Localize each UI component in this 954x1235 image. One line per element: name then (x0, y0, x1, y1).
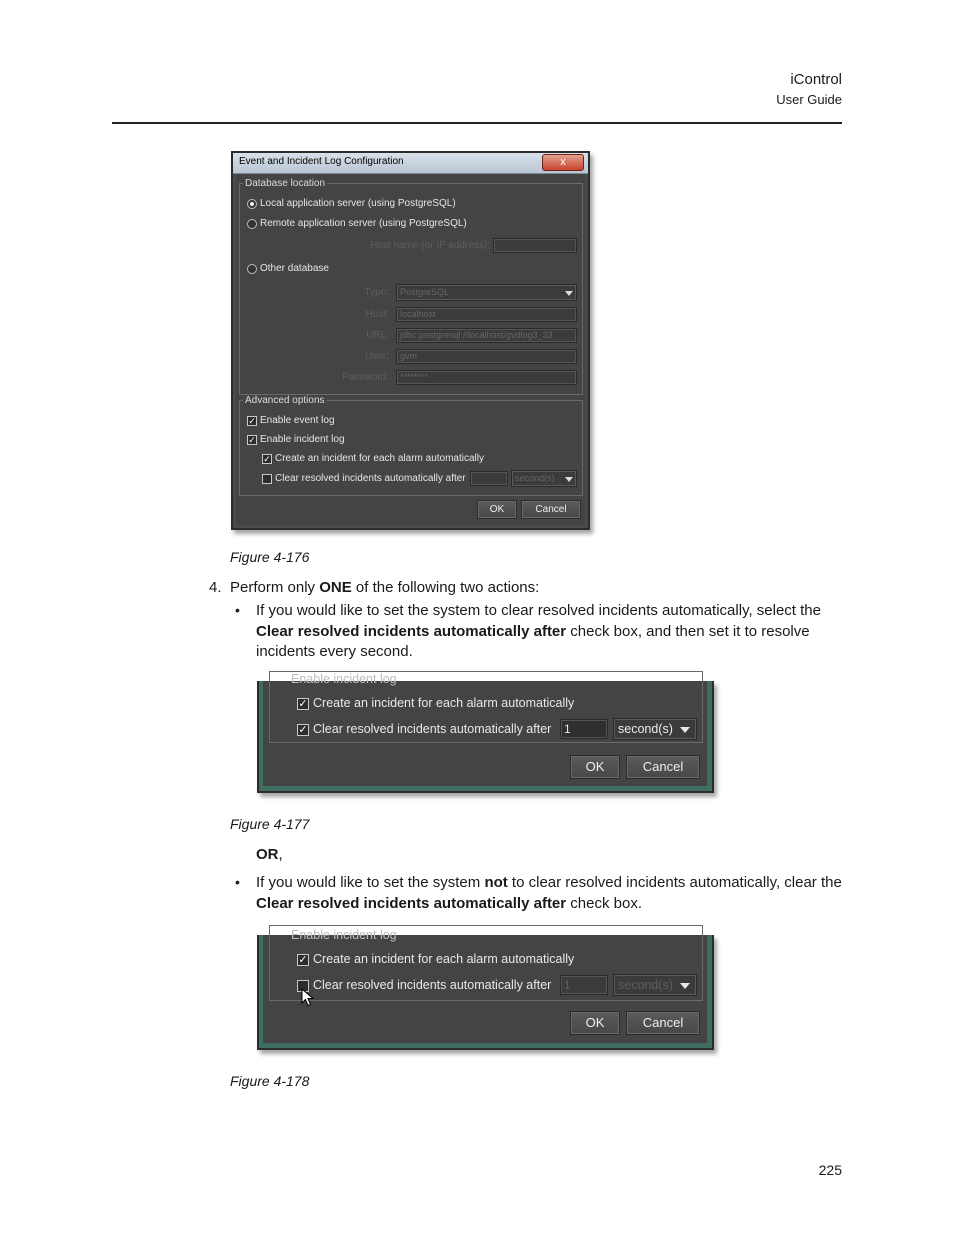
figure-177-dialog (257, 672, 714, 793)
dialog-body (236, 174, 585, 525)
bullet-1-text (256, 601, 842, 663)
type-select[interactable] (396, 284, 577, 301)
chevron-down-icon (565, 477, 573, 482)
bullet-2-text (256, 873, 842, 914)
close-icon[interactable]: x (542, 154, 584, 171)
database-location-title: Database location (245, 178, 326, 189)
user-label: User: (365, 351, 389, 362)
bullet-marker: • (235, 874, 240, 890)
dialog-body (263, 928, 707, 1043)
radio-other-database[interactable] (247, 264, 257, 274)
enable-incident-log-partial: Enable incident log (291, 672, 397, 686)
or-text (256, 845, 283, 866)
create-incident-checkbox[interactable]: ✓ (298, 954, 308, 966)
step-4-text (230, 578, 830, 599)
figure-178-caption: Figure 4-178 (230, 1073, 310, 1089)
enable-incident-log-partial: Enable incident log (291, 928, 397, 942)
bullet-1-bold: Clear resolved incidents automatically after (256, 622, 567, 640)
seconds-select[interactable] (613, 718, 697, 740)
interval-field[interactable]: 1 (560, 975, 608, 995)
header-product-name: iControl (790, 71, 842, 88)
create-incident-checkbox[interactable]: ✓ (263, 454, 271, 464)
seconds-select[interactable] (511, 470, 577, 487)
bullet-2-mid: to clear resolved incidents automatically, clear the (507, 874, 842, 891)
step-number: 4. (209, 579, 222, 596)
enable-event-log-label: Enable event log (260, 415, 335, 426)
radio-local-label: Local application server (using PostgreSQL) (260, 198, 456, 209)
create-incident-checkbox[interactable]: ✓ (298, 698, 308, 710)
clear-resolved-label: Clear resolved incidents automatically after (313, 978, 552, 992)
or-bold: OR (256, 846, 279, 863)
chevron-down-icon (565, 291, 573, 296)
bullet-2-pre: If you would like to set the system (256, 874, 485, 891)
interval-field[interactable]: 1 (560, 719, 608, 739)
radio-remote-server[interactable] (247, 219, 257, 229)
cancel-button[interactable]: Cancel (521, 500, 581, 519)
clear-resolved-label: Clear resolved incidents automatically after (275, 473, 466, 484)
bullet-1-pre: If you would like to set the system to clear resolved incidents automatically, select the (256, 602, 821, 619)
url-label: URL: (366, 330, 389, 341)
create-incident-label: Create an incident for each alarm automatically (313, 952, 575, 966)
password-field[interactable]: ******** (396, 370, 577, 385)
figure-177-caption: Figure 4-177 (230, 816, 310, 832)
seconds-value: second(s) (618, 978, 673, 992)
header-guide-name: User Guide (776, 92, 842, 107)
url-field[interactable]: jdbc:postgresql://localhost/gvdlog3_33 (396, 328, 577, 343)
type-label: Type: (364, 287, 389, 298)
or-comma: , (278, 846, 283, 863)
enable-incident-log-checkbox[interactable]: ✓ (248, 435, 256, 445)
interval-field[interactable] (470, 471, 508, 486)
ok-button[interactable]: OK (570, 1011, 620, 1035)
clear-resolved-checkbox[interactable]: ✓ (298, 724, 308, 736)
bullet-2-bold: Clear resolved incidents automatically after (256, 894, 567, 912)
header-divider (112, 122, 842, 124)
cancel-button[interactable]: Cancel (626, 1011, 700, 1035)
host-label: Host: (365, 309, 389, 320)
radio-remote-label: Remote application server (using PostgreSQL) (260, 218, 467, 229)
radio-local-server[interactable] (247, 199, 257, 209)
seconds-select[interactable] (613, 974, 697, 996)
seconds-value: second(s) (515, 473, 555, 483)
dialog-body (263, 672, 707, 786)
ok-button[interactable]: OK (477, 500, 517, 519)
type-value: PostgreSQL (400, 287, 450, 297)
bullet-1-post: check box, and then set it to resolve incidents every second. (256, 622, 810, 660)
seconds-value: second(s) (618, 722, 673, 736)
bullet-marker: • (235, 602, 240, 618)
user-field[interactable]: gvm (396, 349, 577, 364)
step-4-text-before: Perform only (230, 579, 320, 596)
dialog-title: Event and Incident Log Configuration (239, 156, 404, 167)
create-incident-label: Create an incident for each alarm automatically (275, 453, 484, 464)
step-4-emphasis: ONE (319, 579, 352, 596)
page-number: 225 (818, 1162, 842, 1178)
figure-176-dialog (231, 151, 590, 530)
figure-176-caption: Figure 4-176 (230, 549, 310, 565)
radio-other-label: Other database (260, 263, 329, 274)
password-label: Password: (342, 372, 389, 383)
figure-178-dialog (257, 928, 714, 1050)
create-incident-label: Create an incident for each alarm automatically (313, 696, 575, 710)
chevron-down-icon (680, 727, 690, 733)
host-field[interactable]: localhost (396, 307, 577, 322)
enable-incident-log-label: Enable incident log (260, 434, 345, 445)
bullet-2-bold-not: not (484, 874, 508, 891)
enable-event-log-checkbox[interactable]: ✓ (248, 416, 256, 426)
host-name-label: Host name (or IP address): (370, 240, 490, 251)
clear-resolved-checkbox[interactable] (262, 474, 272, 484)
advanced-options-title: Advanced options (245, 395, 325, 406)
bullet-2-post: check box. (566, 894, 642, 912)
host-name-field[interactable] (493, 238, 577, 253)
cancel-button[interactable]: Cancel (626, 755, 700, 779)
dialog-titlebar (233, 153, 588, 174)
step-4-text-after: of the following two actions: (351, 579, 540, 596)
ok-button[interactable]: OK (570, 755, 620, 779)
mouse-pointer-icon (301, 988, 315, 1008)
chevron-down-icon (680, 983, 690, 989)
clear-resolved-label: Clear resolved incidents automatically after (313, 722, 552, 736)
